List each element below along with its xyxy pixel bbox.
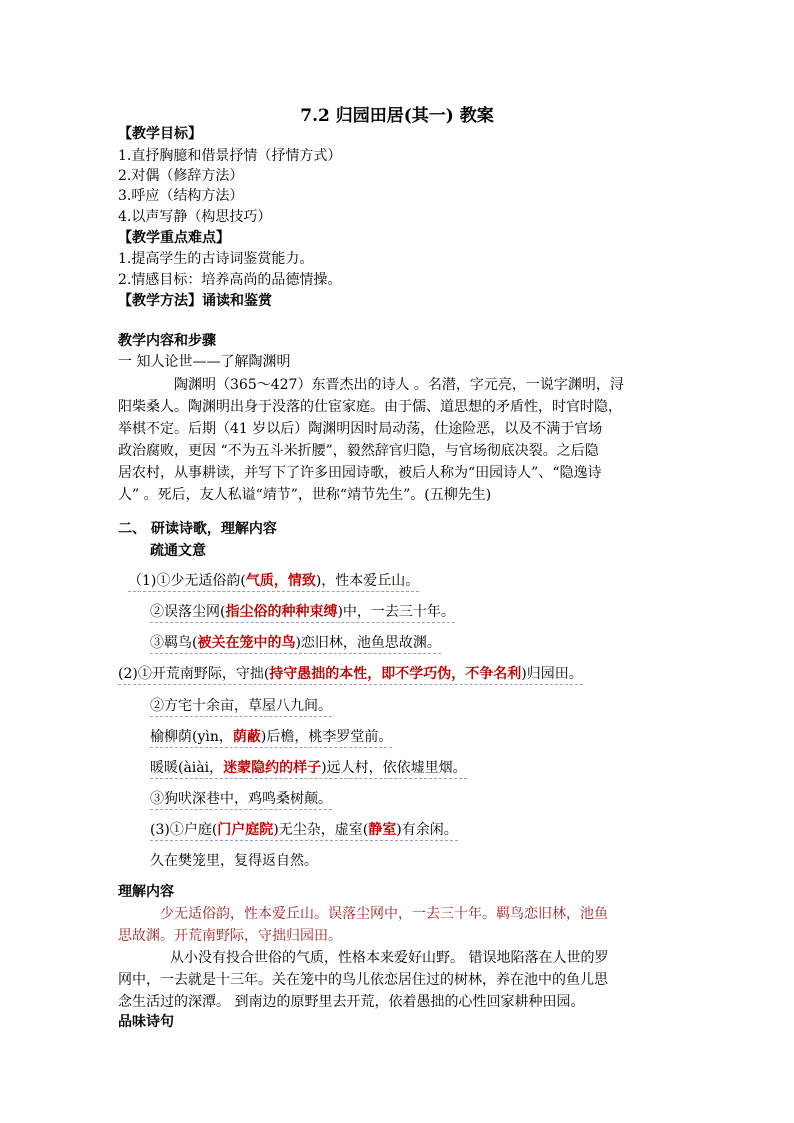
verse-line: ③狗吠深巷中，鸡鸣桑树颠。	[150, 789, 332, 809]
verse-line: （1)①少无适俗韵(气质，情致)，性本爱丘山。	[128, 571, 419, 591]
translation-line: 念生活过的深潭。 到南边的原野里去开荒，依着愚拙的心性回家耕种田园。	[118, 994, 585, 1010]
goals-heading: 【教学目标】	[118, 126, 202, 142]
section1-heading: 一 知人论世——了解陶渊明	[118, 354, 291, 370]
verse-line: 暖暖(àiài，迷蒙隐约的样子)远人村，依依墟里烟。	[150, 758, 467, 778]
poem-quote-line: 思故渊。开荒南野际，守拙归园田。	[118, 928, 342, 944]
page-title: 7.2 归园田居(其一) 教案	[300, 106, 494, 126]
translation-line: 从小没有投合世俗的气质，性格本来爱好山野。 错误地陷落在人世的罗	[170, 950, 609, 966]
goal-item: 4.以声写静（构思技巧）	[118, 209, 272, 225]
understand-heading: 理解内容	[118, 884, 174, 900]
method-line: 【教学方法】诵读和鉴赏	[118, 293, 272, 309]
section2-subheading: 疏通文意	[150, 543, 206, 559]
section2-heading: 二、 研读诗歌，理解内容	[118, 521, 277, 537]
translation-line: 网中，一去就是十三年。关在笼中的鸟儿依恋居住过的树林，养在池中的鱼儿思	[118, 972, 608, 988]
bio-line: 举棋不定。后期（41 岁以后）陶渊明因时局动荡，仕途险恶，以及不满于官场	[118, 421, 603, 437]
bio-line: 政治腐败，更因 “不为五斗米折腰”，毅然辞官归隐，与官场彻底决裂。之后隐	[118, 443, 599, 459]
bio-line: 人” 。死后，友人私谥“靖节”，世称“靖节先生”。(五柳先生)	[118, 487, 492, 503]
bio-line: 居农村，从事耕读，并写下了许多田园诗歌，被后人称为“田园诗人”、“隐逸诗	[118, 465, 602, 481]
goal-item: 3.呼应（结构方法）	[118, 188, 244, 204]
appreciate-heading: 品味诗句	[118, 1014, 174, 1030]
focus-item: 2.情感目标：培养高尚的品德情操。	[118, 272, 342, 288]
verse-line: (3)①户庭(门户庭院)无尘杂，虚室(静室)有余闲。	[150, 820, 458, 840]
bio-line: 陶渊明（365～427）东晋杰出的诗人 。名潜，字元亮，一说字渊明，浔	[174, 377, 624, 393]
poem-quote-line: 少无适俗韵，性本爱丘山。误落尘网中，一去三十年。羁鸟恋旧林，池鱼	[160, 906, 608, 922]
focus-item: 1.提高学生的古诗词鉴赏能力。	[118, 251, 314, 267]
verse-line: 榆柳荫(yìn，荫蔽)后檐，桃李罗堂前。	[150, 727, 392, 747]
verse-line: (2)①开荒南野际，守拙(持守愚拙的本性，即不学巧伪，不争名利)归园田。	[118, 664, 583, 684]
bio-line: 阳柴桑人。陶渊明出身于没落的仕宦家庭。由于儒、道思想的矛盾性，时官时隐，	[118, 399, 622, 415]
verse-line: ③羁鸟(被关在笼中的鸟)恋旧林，池鱼思故渊。	[150, 633, 441, 653]
steps-heading: 教学内容和步骤	[118, 333, 216, 349]
verse-line: ②误落尘网(指尘俗的种种束缚)中，一去三十年。	[150, 602, 455, 622]
focus-heading: 【教学重点难点】	[118, 230, 230, 246]
verse-line: ②方宅十余亩，草屋八九间。	[150, 696, 332, 716]
goal-item: 2.对偶（修辞方法）	[118, 168, 244, 184]
goal-item: 1.直抒胸臆和借景抒情（抒情方式）	[118, 148, 342, 164]
verse-line: 久在樊笼里，复得返自然。	[150, 853, 318, 869]
